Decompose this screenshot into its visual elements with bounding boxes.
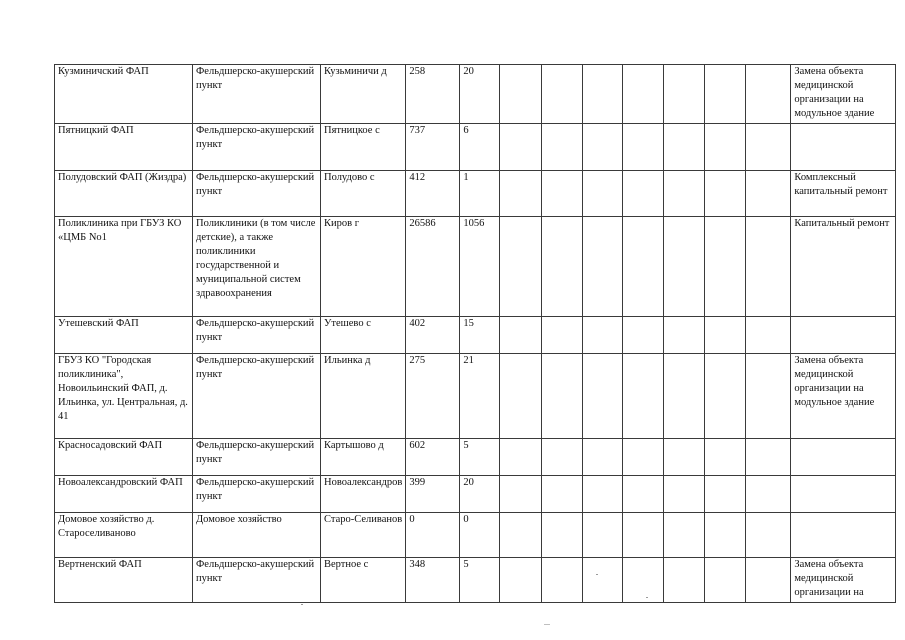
facility-name-cell <box>55 217 193 317</box>
population-value: 348 <box>409 559 426 570</box>
empty-cell <box>705 439 746 476</box>
population-value: 399 <box>409 477 426 488</box>
settlement: Вертное с <box>324 559 369 570</box>
facility-type-cell <box>193 476 321 513</box>
empty-cell <box>746 354 791 439</box>
empty-cell <box>664 513 705 558</box>
note-cell <box>791 124 896 171</box>
empty-cell <box>500 171 542 217</box>
facility-type-cell <box>193 513 321 558</box>
facility-name: Утешевский ФАП <box>58 318 139 329</box>
note-cell <box>791 65 896 124</box>
count-cell <box>460 354 500 439</box>
empty-cell <box>623 317 664 354</box>
count-cell <box>460 171 500 217</box>
empty-cell <box>583 217 623 317</box>
facility-name-cell <box>55 354 193 439</box>
scan-speck <box>646 597 648 598</box>
population-value: 275 <box>409 355 426 366</box>
facility-name: Пятницкий ФАП <box>58 125 134 136</box>
count-value: 6 <box>463 125 469 136</box>
count-value: 5 <box>463 559 469 570</box>
settlement: Полудово с <box>324 172 375 183</box>
scan-speck <box>596 574 598 575</box>
empty-cell <box>746 124 791 171</box>
facility-name-cell <box>55 558 193 603</box>
facility-type: Поликлиники (в том числе детские), а также поликлиники государственной и муниципальной систем здравоохранения <box>196 218 316 299</box>
empty-cell <box>623 476 664 513</box>
empty-cell <box>623 354 664 439</box>
empty-cell <box>705 476 746 513</box>
empty-cell <box>664 439 705 476</box>
note-text: Комплексный капитальный ремонт <box>794 172 888 197</box>
facility-name: Кузминичский ФАП <box>58 66 149 77</box>
facility-name: Красносадовский ФАП <box>58 440 163 451</box>
table-row <box>55 558 896 603</box>
empty-cell <box>664 124 705 171</box>
empty-cell <box>583 354 623 439</box>
facility-type-cell <box>193 65 321 124</box>
table-row <box>55 171 896 217</box>
settlement: Киров г <box>324 218 360 229</box>
empty-cell <box>500 439 542 476</box>
facility-type: Фельдшерско-акушерский пункт <box>196 559 315 584</box>
empty-cell <box>623 65 664 124</box>
facility-type: Фельдшерско-акушерский пункт <box>196 66 315 91</box>
count-cell <box>460 513 500 558</box>
table-row <box>55 317 896 354</box>
population-cell <box>406 65 460 124</box>
facility-name: ГБУЗ КО "Городская поликлиника", Новоильинский ФАП, д. Ильинка, ул. Центральная, д. 41 <box>58 355 188 422</box>
empty-cell <box>664 317 705 354</box>
scan-speck <box>301 604 303 605</box>
count-cell <box>460 558 500 603</box>
facility-name: Поликлиника при ГБУЗ КО «ЦМБ No1 <box>58 218 182 243</box>
population-cell <box>406 354 460 439</box>
empty-cell <box>746 513 791 558</box>
settlement: Ильинка д <box>324 355 371 366</box>
count-value: 1 <box>463 172 469 183</box>
note-cell <box>791 439 896 476</box>
count-cell <box>460 439 500 476</box>
note-cell <box>791 217 896 317</box>
settlement-cell <box>321 354 406 439</box>
population-value: 0 <box>409 514 415 525</box>
empty-cell <box>583 513 623 558</box>
population-cell <box>406 558 460 603</box>
population-cell <box>406 476 460 513</box>
empty-cell <box>664 558 705 603</box>
facility-type: Домовое хозяйство <box>196 514 282 525</box>
facility-name-cell <box>55 171 193 217</box>
empty-cell <box>500 317 542 354</box>
population-value: 402 <box>409 318 426 329</box>
settlement-cell <box>321 217 406 317</box>
facility-name-cell <box>55 65 193 124</box>
empty-cell <box>500 65 542 124</box>
settlement-cell <box>321 439 406 476</box>
facility-type: Фельдшерско-акушерский пункт <box>196 318 315 343</box>
settlement-cell <box>321 65 406 124</box>
empty-cell <box>664 217 705 317</box>
table-row <box>55 354 896 439</box>
settlement: Утешево с <box>324 318 371 329</box>
empty-cell <box>746 558 791 603</box>
facility-type-cell <box>193 124 321 171</box>
empty-cell <box>542 558 583 603</box>
facility-name: Новоалександровский ФАП <box>58 477 183 488</box>
empty-cell <box>500 354 542 439</box>
empty-cell <box>746 217 791 317</box>
empty-cell <box>583 65 623 124</box>
population-cell <box>406 513 460 558</box>
note-text: Замена объекта медицинской организации на модульное здание <box>794 355 875 408</box>
facility-name: Вертненский ФАП <box>58 559 142 570</box>
empty-cell <box>583 439 623 476</box>
empty-cell <box>746 65 791 124</box>
empty-cell <box>500 217 542 317</box>
empty-cell <box>583 124 623 171</box>
table-row <box>55 217 896 317</box>
table-row <box>55 476 896 513</box>
empty-cell <box>542 476 583 513</box>
empty-cell <box>583 558 623 603</box>
settlement: Старо-Селиванов <box>324 514 403 525</box>
facility-name-cell <box>55 513 193 558</box>
population-cell <box>406 124 460 171</box>
population-cell <box>406 439 460 476</box>
empty-cell <box>623 171 664 217</box>
empty-cell <box>705 65 746 124</box>
empty-cell <box>623 558 664 603</box>
facility-type: Фельдшерско-акушерский пункт <box>196 355 315 380</box>
empty-cell <box>664 65 705 124</box>
facility-name-cell <box>55 317 193 354</box>
population-value: 602 <box>409 440 426 451</box>
empty-cell <box>542 217 583 317</box>
empty-cell <box>746 171 791 217</box>
settlement: Кузьминичи д <box>324 66 387 77</box>
settlement: Новоалександров <box>324 477 403 488</box>
settlement-cell <box>321 124 406 171</box>
note-cell <box>791 354 896 439</box>
facility-type: Фельдшерско-акушерский пункт <box>196 172 315 197</box>
empty-cell <box>705 171 746 217</box>
empty-cell <box>583 476 623 513</box>
note-cell <box>791 317 896 354</box>
facility-type-cell <box>193 171 321 217</box>
empty-cell <box>542 171 583 217</box>
note-text: Замена объекта медицинской организации на <box>794 559 864 598</box>
count-cell <box>460 476 500 513</box>
table-row <box>55 513 896 558</box>
count-value: 1056 <box>463 218 485 229</box>
facility-type-cell <box>193 558 321 603</box>
count-cell <box>460 317 500 354</box>
empty-cell <box>664 476 705 513</box>
empty-cell <box>705 558 746 603</box>
empty-cell <box>746 476 791 513</box>
empty-cell <box>705 217 746 317</box>
facility-name-cell <box>55 476 193 513</box>
population-cell <box>406 317 460 354</box>
empty-cell <box>542 317 583 354</box>
note-cell <box>791 476 896 513</box>
empty-cell <box>623 439 664 476</box>
settlement-cell <box>321 171 406 217</box>
empty-cell <box>705 354 746 439</box>
population-value: 258 <box>409 66 426 77</box>
empty-cell <box>542 513 583 558</box>
facility-type: Фельдшерско-акушерский пункт <box>196 440 315 465</box>
note-cell <box>791 171 896 217</box>
empty-cell <box>623 124 664 171</box>
empty-cell <box>583 171 623 217</box>
count-cell <box>460 65 500 124</box>
facility-type: Фельдшерско-акушерский пункт <box>196 477 315 502</box>
facility-type-cell <box>193 217 321 317</box>
facility-name-cell <box>55 439 193 476</box>
table-row <box>55 439 896 476</box>
settlement: Пятницкое с <box>324 125 380 136</box>
settlement-cell <box>321 317 406 354</box>
empty-cell <box>500 124 542 171</box>
table-row <box>55 65 896 124</box>
empty-cell <box>542 65 583 124</box>
count-value: 0 <box>463 514 469 525</box>
count-value: 21 <box>463 355 474 366</box>
empty-cell <box>746 439 791 476</box>
empty-cell <box>500 558 542 603</box>
settlement-cell <box>321 558 406 603</box>
empty-cell <box>583 317 623 354</box>
facility-name: Полудовский ФАП (Жиздра) <box>58 172 187 183</box>
scan-edge-mark <box>544 624 550 625</box>
settlement-cell <box>321 513 406 558</box>
settlement: Картышово д <box>324 440 384 451</box>
empty-cell <box>746 317 791 354</box>
count-value: 20 <box>463 477 474 488</box>
facility-type: Фельдшерско-акушерский пункт <box>196 125 315 150</box>
count-value: 5 <box>463 440 469 451</box>
empty-cell <box>500 476 542 513</box>
empty-cell <box>542 124 583 171</box>
count-value: 15 <box>463 318 474 329</box>
empty-cell <box>542 439 583 476</box>
count-cell <box>460 124 500 171</box>
note-text: Капитальный ремонт <box>794 218 890 229</box>
count-value: 20 <box>463 66 474 77</box>
empty-cell <box>705 317 746 354</box>
facility-type-cell <box>193 354 321 439</box>
population-cell <box>406 217 460 317</box>
note-cell <box>791 513 896 558</box>
count-cell <box>460 217 500 317</box>
empty-cell <box>664 354 705 439</box>
note-cell <box>791 558 896 603</box>
settlement-cell <box>321 476 406 513</box>
facility-name: Домовое хозяйство д. Староселиваново <box>58 514 155 539</box>
table-row <box>55 124 896 171</box>
facilities-table <box>54 64 896 603</box>
population-cell <box>406 171 460 217</box>
population-value: 737 <box>409 125 426 136</box>
empty-cell <box>623 217 664 317</box>
empty-cell <box>705 513 746 558</box>
facility-name-cell <box>55 124 193 171</box>
facility-type-cell <box>193 317 321 354</box>
empty-cell <box>500 513 542 558</box>
facility-type-cell <box>193 439 321 476</box>
population-value: 26586 <box>409 218 436 229</box>
population-value: 412 <box>409 172 426 183</box>
empty-cell <box>623 513 664 558</box>
empty-cell <box>664 171 705 217</box>
empty-cell <box>542 354 583 439</box>
empty-cell <box>705 124 746 171</box>
note-text: Замена объекта медицинской организации на модульное здание <box>794 66 875 119</box>
